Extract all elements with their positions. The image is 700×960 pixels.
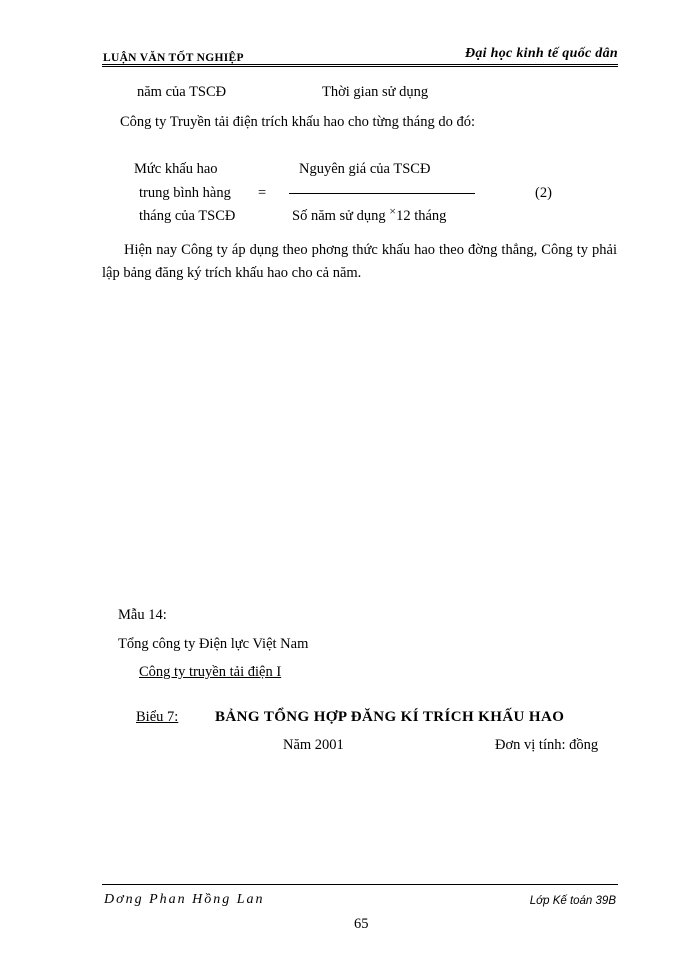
formula2-denominator — [292, 204, 447, 225]
table-year: Năm 2001 — [283, 737, 344, 753]
corporation-name: Tổng công ty Điện lực Việt Nam — [118, 636, 309, 652]
formula2-lhs-line1: Mức khấu hao — [134, 161, 218, 177]
header-rule — [102, 64, 618, 67]
form-label: Mẫu 14: — [118, 607, 167, 623]
footer-author: Dơng Phan Hồng Lan — [104, 892, 265, 907]
formula1-numerator-tail: năm của TSCĐ — [137, 84, 227, 100]
footer-class: Lớp Kế toán 39B — [529, 895, 616, 907]
formula2-denominator-years: Số năm sử dụng — [292, 208, 386, 224]
page-number: 65 — [354, 916, 369, 932]
intro-line: Công ty Truyền tải điện trích khấu hao cho từng tháng do đó: — [120, 114, 476, 130]
table-title: BẢNG TỔNG HỢP ĐĂNG KÍ TRÍCH KHẤU HAO — [215, 709, 565, 725]
paragraph-text: Hiện nay Công ty áp dụng theo phơng thức khấu hao theo đờng thẳng, Công ty phải lập bảng đăng ký trích khấu hao cho cả năm. — [102, 242, 617, 281]
formula2-numerator: Nguyên giá của TSCĐ — [299, 161, 431, 177]
formula1-denominator: Thời gian sử dụng — [322, 84, 429, 100]
times-sign: × — [389, 204, 397, 218]
table-label: Biểu 7: — [136, 709, 179, 725]
formula2-equals: = — [258, 185, 267, 201]
formula2-lhs-line3: tháng của TSCĐ — [139, 208, 236, 224]
table-unit: Đơn vị tính: đồng — [495, 737, 599, 753]
formula2-number: (2) — [535, 185, 552, 201]
header-thesis-title: LUẬN VĂN TỐT NGHIỆP — [103, 52, 244, 64]
header-university: Đại học kinh tế quốc dân — [464, 46, 618, 61]
footer-rule — [102, 884, 618, 885]
formula2-lhs-line2: trung bình hàng — [139, 185, 231, 201]
fraction-bar — [289, 193, 475, 194]
paragraph-depreciation-method — [102, 239, 617, 285]
formula2-denominator-months: 12 tháng — [396, 208, 447, 224]
company-name: Công ty truyền tải điện I — [139, 664, 282, 680]
